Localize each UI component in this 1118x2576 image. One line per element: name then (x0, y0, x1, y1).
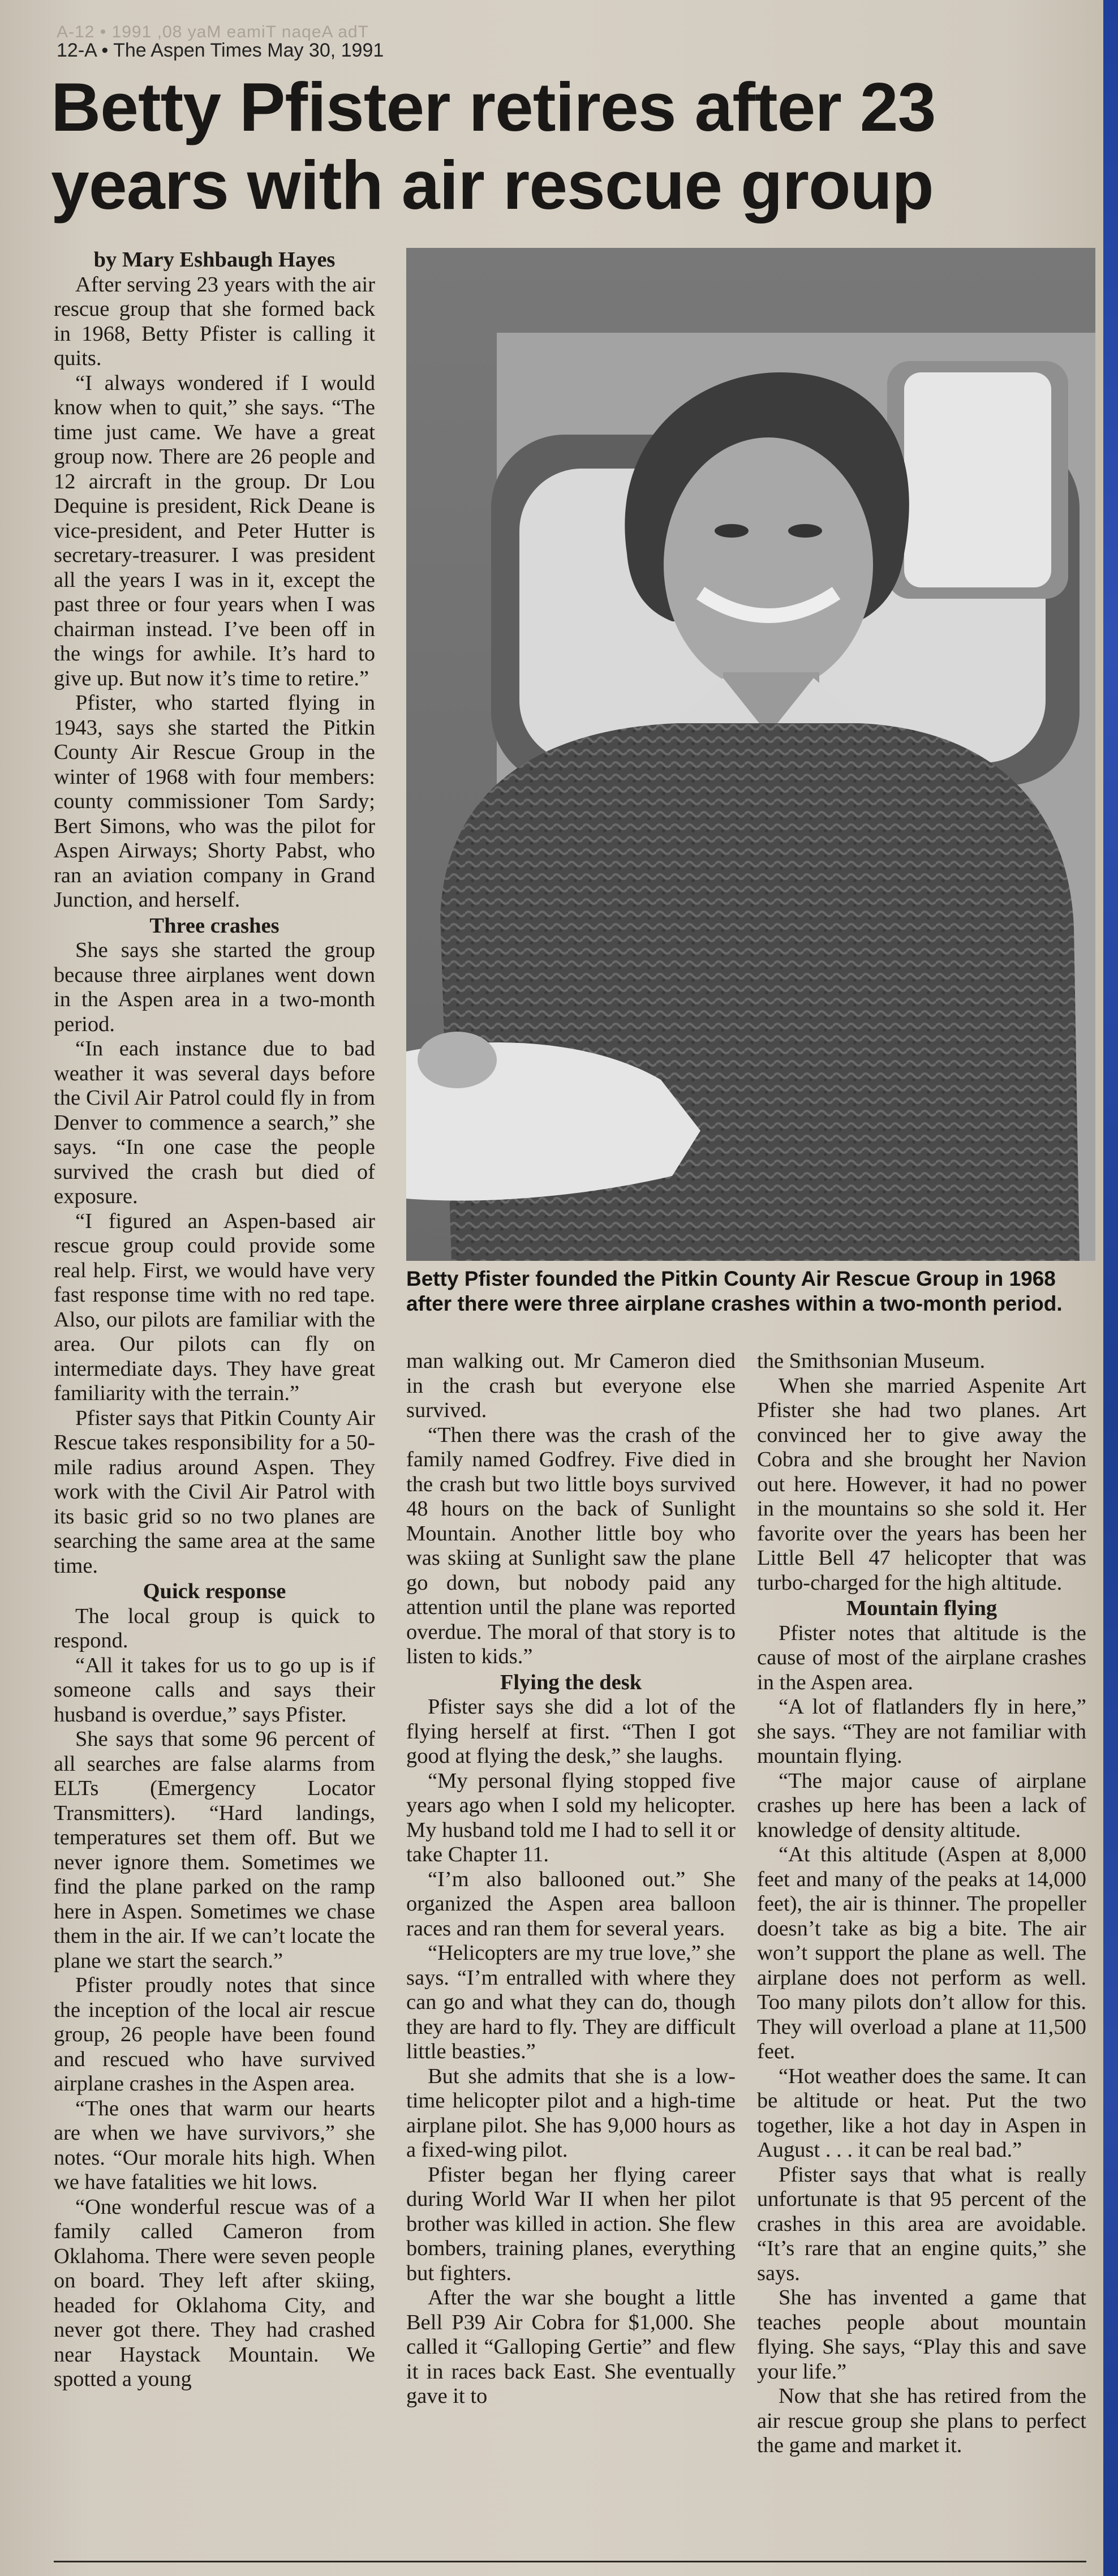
article-paragraph: “Hot weather does the same. It can be altitude or heat. Put the two together, like a hot day in Aspen in August . . . it can be real bad.” (757, 2064, 1086, 2162)
article-paragraph: “Helicopters are my true love,” she says. “I’m entralled with where they can go and what they can do, though they are hard to fly. They are difficult little beasties.” (406, 1941, 736, 2063)
article-paragraph: “A lot of flatlanders fly in here,” she says. “They are not familiar with mountain flying. (757, 1695, 1086, 1768)
article-paragraph: “My personal flying stopped five years ago when I sold my helicopter. My husband told me I had to sell it or take Chapter 11. (406, 1768, 736, 1866)
page-folio: 12-A • The Aspen Times May 30, 1991 (57, 40, 384, 61)
article-paragraph: “The major cause of airplane crashes up here has been a lack of knowledge of density altitude. (757, 1768, 1086, 1842)
article-paragraph: “All it takes for us to go up is if someone calls and says their husband is overdue,” says Pfister. (54, 1653, 375, 1727)
blue-binder-edge (1103, 0, 1118, 2576)
article-paragraph: “One wonderful rescue was of a family called Cameron from Oklahoma. There were seven people on board. They left after skiing, headed for Oklahoma City, and never got there. They had crashed near Haystack Mountain. We spotted a young (54, 2195, 375, 2391)
article-paragraph: Pfister proudly notes that since the inception of the local air rescue group, 26 people have been found and rescued who have survived airplane crashes in the Aspen area. (54, 1973, 375, 2096)
article-paragraph: The local group is quick to respond. (54, 1604, 375, 1652)
article-paragraph: Pfister began her flying career during World War II when her pilot brother was killed in action. She flew bombers, training planes, everything but fighters. (406, 2162, 736, 2285)
article-paragraph: When she married Aspenite Art Pfister she had two planes. Art convinced her to give away the Cobra and she brought her Navion out here. However, it had no power in the mountains so she sold it. Her favorite over the years has been her Little Bell 47 helicopter that was turbo-charged for the high altitude. (757, 1373, 1086, 1595)
article-paragraph: “I always wondered if I would know when to quit,” she says. “The time just came. We have a great group now. There are 26 people and 12 aircraft in the group. Dr Lou Dequine is president, Rick Deane is vice-president, and Peter Hutter is secretary-treasurer. I was president all the years I was in it, except the past three or four years when I was chairman instead. I’ve been off in the wings for awhile. It’s hard to give up. But now it’s time to retire.” (54, 371, 375, 690)
article-paragraph: Now that she has retired from the air rescue group she plans to perfect the game and market it. (757, 2384, 1086, 2457)
article-paragraph: But she admits that she is a low-time helicopter pilot and a high-time airplane pilot. She has 9,000 hours as a fixed-wing pilot. (406, 2064, 736, 2162)
article-paragraph: “In each instance due to bad weather it was several days before the Civil Air Patrol could fly in from Denver to commence a search,” she says. “In one case the people survived the crash but died of exposure. (54, 1037, 375, 1208)
article-paragraph: She says she started the group because three airplanes went down in the Aspen area in a two-month period. (54, 938, 375, 1036)
article-column-1 (54, 248, 375, 2392)
article-paragraph: “The ones that warm our hearts are when we have survivors,” she notes. “Our morale hits high. When we have fatalities we hit lows. (54, 2096, 375, 2194)
section-subhead: Quick response (143, 1579, 286, 1603)
article-paragraph: Pfister says that Pitkin County Air Rescue takes responsibility for a 50-mile radius around Aspen. They work with the Civil Air Patrol with its basic grid so no two planes are searching the same area at the same time. (54, 1406, 375, 1578)
article-paragraph: the Smithsonian Museum. (757, 1349, 986, 1373)
article-paragraph: “At this altitude (Aspen at 8,000 feet and many of the peaks at 14,000 feet), the air is thinner. The propeller doesn’t take as big a bite. The air won’t support the plane as well. The airplane does not perform as well. Too many pilots don’t allow for this. They will overload a plane at 11,500 feet. (757, 1843, 1086, 2063)
article-paragraph: Pfister says she did a lot of the flying herself at first. “Then I got good at flying the desk,” she laughs. (406, 1695, 736, 1768)
article-paragraph: She says that some 96 percent of all searches are false alarms from ELTs (Emergency Locator Transmitters). “Hard landings, temperatures set them off. But we never ignore them. Sometimes we find the plane parked on the ramp here in Aspen. Sometimes we chase them in the air. If we can’t locate the plane we start the search.” (54, 1727, 375, 1973)
article-paragraph: She has invented a game that teaches people about mountain flying. She says, “Play this and save your life.” (757, 2286, 1086, 2384)
headline: Betty Pfister retires after 23 years with air rescue group (51, 68, 936, 224)
article-column-3 (757, 1349, 1086, 2458)
portrait-photo (406, 248, 1095, 1261)
section-subhead: Mountain flying (846, 1596, 997, 1620)
article-paragraph: “I figured an Aspen-based air rescue group could provide some real help. First, we would have very fast response time with no red tape. Also, our pilots are familiar with the area. Our pilots can fly on intermediate days. They have great familiarity with the terrain.” (54, 1209, 375, 1405)
article-paragraph: After serving 23 years with the air rescue group that she formed back in 1968, Betty Pfister is calling it quits. (54, 272, 375, 370)
article-paragraph: “I’m also ballooned out.” She organized the Aspen area balloon races and ran them for several years. (406, 1867, 736, 1940)
article-paragraph: “Then there was the crash of the family named Godfrey. Five died in the crash but two little boys survived 48 hours on the back of Sunlight Mountain. Another little boy who was skiing at Sunlight saw the plane go down, but nobody paid any attention until the plane was reported overdue. The moral of that story is to listen to kids.” (406, 1423, 736, 1668)
photo-caption: Betty Pfister founded the Pitkin County Air Rescue Group in 1968 after there were three airplane crashes within a two-month period. (406, 1267, 1063, 1315)
article-paragraph: man walking out. Mr Cameron died in the crash but everyone else survived. (406, 1349, 736, 1422)
bleed-through-folio: A-12 • 1991 ,08 yaM eamiT naqeA adT (57, 23, 369, 41)
article-paragraph: Pfister notes that altitude is the cause of most of the airplane crashes in the Aspen area. (757, 1621, 1086, 1694)
section-subhead: Three crashes (149, 913, 280, 938)
byline: by Mary Eshbaugh Hayes (93, 248, 336, 272)
section-subhead: Flying the desk (500, 1670, 642, 1694)
article-paragraph: Pfister says that what is really unfortunate is that 95 percent of the crashes in this area are avoidable. “It’s rare that an engine quits,” she says. (757, 2162, 1086, 2285)
article-paragraph: After the war she bought a little Bell P39 Air Cobra for $1,000. She called it “Galloping Gertie” and flew it in races back East. She eventually gave it to (406, 2286, 736, 2408)
bottom-rule (54, 2561, 1086, 2562)
article-paragraph: Pfister, who started flying in 1943, says she started the Pitkin County Air Rescue Group in the winter of 1968 with four members: county commissioner Tom Sardy; Bert Simons, who was the pilot for Aspen Airways; Shorty Pabst, who ran an aviation company in Grand Junction, and herself. (54, 691, 375, 912)
article-column-2 (406, 1349, 736, 2409)
